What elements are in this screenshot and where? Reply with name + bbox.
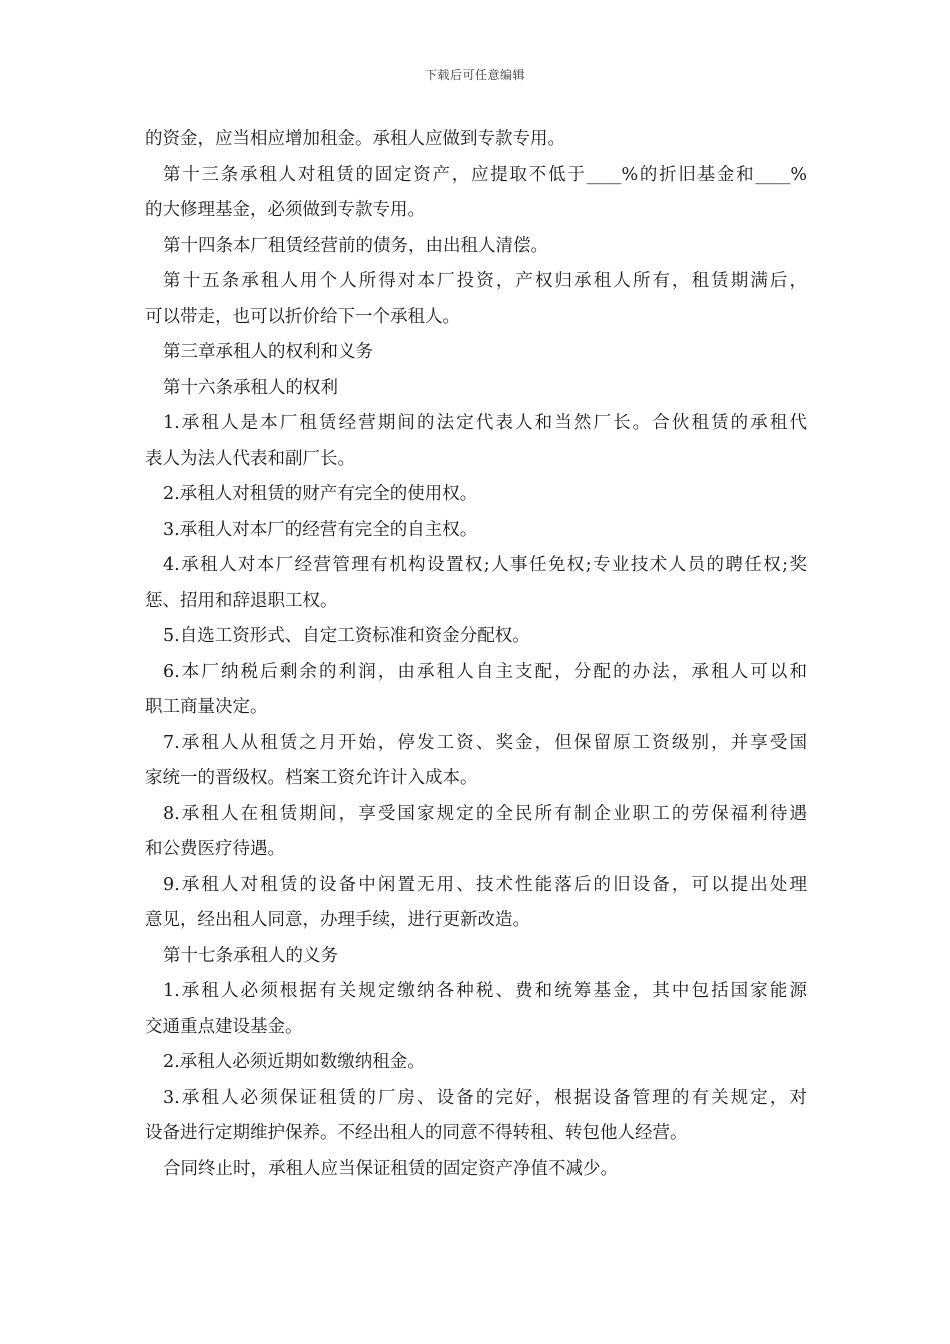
text-line: 惩、招用和辞退职工权。	[145, 590, 338, 611]
text-line: 意见，经出租人同意，办理手续，进行更新改造。	[145, 910, 530, 930]
text-line: 2.承租人对租赁的财产有完全的使用权。	[163, 484, 478, 504]
text-line: 9.承租人对租赁的设备中闲置无用、技术性能落后的旧设备，可以提出处理	[163, 874, 807, 895]
text-line: 1.承租人是本厂租赁经营期间的法定代表人和当然厂长。合伙租赁的承租代	[163, 413, 807, 433]
text-line: 交通重点建设基金。	[145, 1016, 303, 1037]
text-line: 家统一的晋级权。档案工资允许计入成本。	[145, 768, 478, 788]
text-line: 3.承租人对本厂的经营有完全的自主权。	[163, 519, 478, 540]
text-line: 4.承租人对本厂经营管理有机构设置权;人事任免权;专业技术人员的聘任权;奖	[163, 555, 807, 575]
document-body	[145, 122, 807, 1187]
text-line: 8.承租人在租赁期间，享受国家规定的全民所有制企业职工的劳保福利待遇	[163, 803, 807, 824]
text-line: 合同终止时，承租人应当保证租赁的固定资产净值不减少。	[163, 1158, 618, 1179]
text-line: 3.承租人必须保证租赁的厂房、设备的完好，根据设备管理的有关规定，对	[163, 1087, 807, 1108]
text-line: 第十七条承租人的义务	[163, 945, 338, 966]
text-line: 设备进行定期维护保养。不经出租人的同意不得转租、转包他人经营。	[145, 1123, 688, 1143]
text-line: 的大修理基金，必须做到专款专用。	[145, 200, 425, 220]
text-line: 6.本厂纳税后剩余的利润，由承租人自主支配，分配的办法，承租人可以和	[163, 661, 807, 682]
text-line: 2.承租人必须近期如数缴纳租金。	[163, 1052, 425, 1072]
text-line: 第十三条承租人对租赁的固定资产，应提取不低于____%的折旧基金和____%	[163, 164, 807, 185]
text-line: 第三章承租人的权利和义务	[163, 342, 373, 362]
text-line: 第十五条承租人用个人所得对本厂投资，产权归承租人所有，租赁期满后，	[163, 271, 807, 291]
text-line: 5.自选工资形式、自定工资标准和资金分配权。	[163, 626, 530, 646]
text-line: 第十四条本厂租赁经营前的债务，由出租人清偿。	[163, 235, 548, 256]
text-line: 第十六条承租人的权利	[163, 377, 338, 398]
page-header: 下载后可任意编辑	[424, 68, 525, 82]
text-line: 1.承租人必须根据有关规定缴纳各种税、费和统筹基金，其中包括国家能源	[163, 981, 807, 1001]
text-line: 职工商量决定。	[145, 697, 268, 717]
text-line: 可以带走，也可以折价给下一个承租人。	[145, 306, 460, 327]
text-line: 和公费医疗待遇。	[145, 839, 285, 859]
text-line: 7.承租人从租赁之月开始，停发工资、奖金，但保留原工资级别，并享受国	[163, 732, 807, 753]
text-line: 的资金，应当相应增加租金。承租人应做到专款专用。	[145, 129, 565, 149]
text-line: 表人为法人代表和副厂长。	[145, 448, 355, 469]
